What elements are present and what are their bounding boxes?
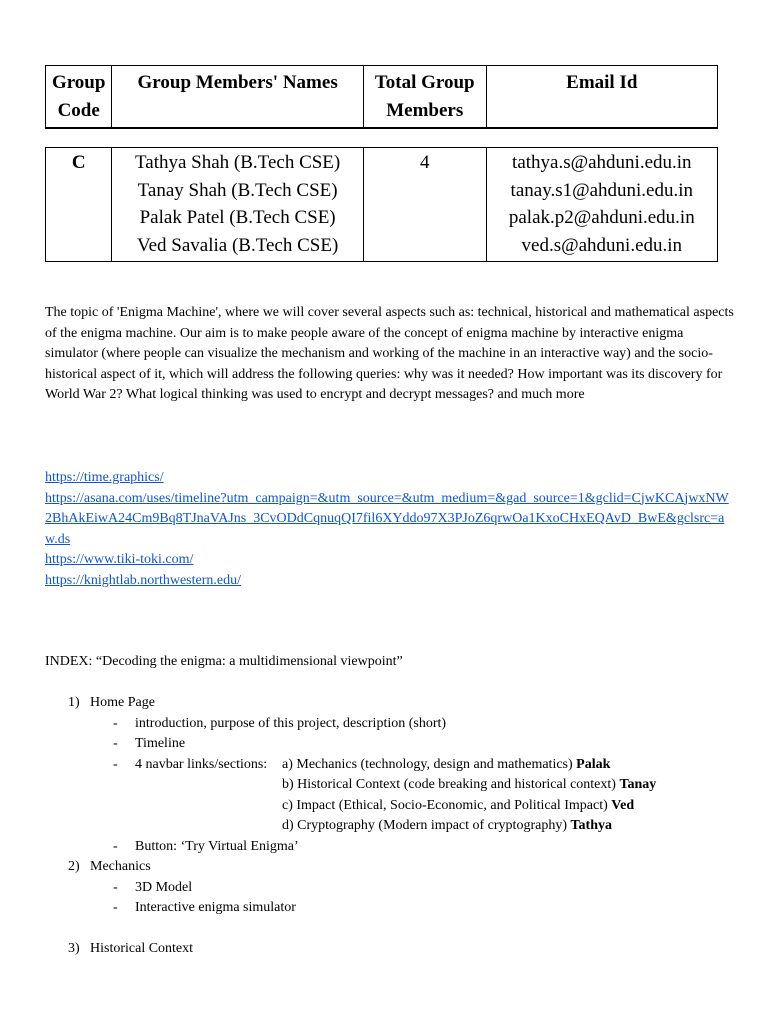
navbar-item-text: d) Cryptography (Modern impact of cryptography) — [282, 818, 571, 833]
navbar-item-owner: Ved — [611, 798, 635, 813]
navbar-item-owner: Palak — [576, 757, 611, 772]
member-name: Tathya Shah (B.Tech CSE) — [135, 152, 341, 173]
bullet-dash: - — [113, 757, 118, 772]
member-email: ved.s@ahduni.edu.in — [521, 234, 683, 256]
navbar-item-mechanics — [282, 755, 610, 776]
header-line: Code — [57, 100, 100, 121]
group-table-header — [45, 65, 718, 129]
header-group-code — [46, 66, 112, 129]
total-members-cell: 4 — [363, 148, 486, 262]
header-line: Total Group — [374, 72, 475, 93]
list-number: 3) — [68, 941, 80, 956]
group-code-cell: C — [46, 148, 112, 262]
link-tiki-toki[interactable]: https://www.tiki-toki.com/ — [45, 552, 194, 568]
link-asana-timeline[interactable]: https://asana.com/uses/timeline?utm_campaign=&utm_source=&utm_medium=&gad_source=1&gclid=CjwKCAjwxNW2BhAkEiwA24Cm9Bq8TJnaVAJns_3CvODdCqnuqQI7fil6XYddo97X3PJoZ6qrwOa1KxoCHxEQAvD_BwE&gclsrc=aw.ds — [45, 490, 729, 547]
header-total-members — [363, 66, 486, 129]
member-name: Tanay Shah (B.Tech CSE) — [137, 179, 338, 201]
bullet-dash: - — [113, 880, 118, 895]
bullet-simulator: Interactive enigma simulator — [135, 900, 296, 915]
header-member-names — [112, 66, 363, 129]
bullet-dash: - — [113, 716, 118, 731]
header-line: Group Members' Names — [137, 72, 338, 93]
header-email-id — [486, 66, 717, 129]
member-names-cell — [112, 148, 363, 262]
list-item-mechanics: Mechanics — [90, 859, 151, 874]
list-number: 1) — [68, 695, 80, 710]
member-email: tathya.s@ahduni.edu.in — [512, 152, 692, 173]
list-item-historical-context: Historical Context — [90, 941, 194, 956]
navbar-item-cryptography — [282, 816, 612, 837]
bullet-introduction: introduction, purpose of this project, description (short) — [135, 716, 447, 731]
bullet-3d-model: 3D Model — [135, 880, 193, 895]
emails-cell — [486, 148, 717, 262]
navbar-item-owner: Tanay — [619, 777, 657, 792]
navbar-item-owner: Tathya — [570, 818, 612, 833]
member-name: Palak Patel (B.Tech CSE) — [139, 207, 336, 228]
navbar-item-text: a) Mechanics (technology, design and mathematics) — [282, 757, 577, 772]
member-name: Ved Savalia (B.Tech CSE) — [136, 234, 339, 256]
bullet-dash: - — [113, 900, 118, 915]
member-email: palak.p2@ahduni.edu.in — [508, 207, 695, 228]
bullet-dash: - — [113, 736, 118, 751]
header-line: Email Id — [566, 72, 638, 93]
list-number: 2) — [68, 859, 80, 874]
list-item-home-page: Home Page — [90, 695, 155, 710]
member-email: tanay.s1@ahduni.edu.in — [510, 179, 694, 201]
header-line: Members — [386, 100, 464, 121]
link-time-graphics[interactable]: https://time.graphics/ — [45, 470, 164, 485]
bullet-dash: - — [113, 839, 118, 854]
topic-description: The topic of 'Enigma Machine', where we will cover several aspects such as: technical, historical and mathematical aspects of the enigma machine. Our aim is to make people aware of the concept of enigma machine by interactive enigma simulator (where people can visualize the mechanism and working of the machine in an interactive way) and the socio-historical aspect of it, which will address the following queries: why was it needed? How important was its discovery for World War 2? What logical thinking was used to encrypt and decrypt messages? and much more — [45, 305, 734, 403]
navbar-item-historical-context — [282, 775, 656, 796]
group-table-row — [45, 147, 718, 262]
header-line: Group — [51, 72, 106, 93]
navbar-item-text: c) Impact (Ethical, Socio-Economic, and Political Impact) — [282, 798, 612, 813]
navbar-item-impact — [282, 796, 634, 817]
link-knightlab[interactable]: https://knightlab.northwestern.edu/ — [45, 572, 241, 588]
navbar-item-text: b) Historical Context (code breaking and historical context) — [282, 777, 620, 792]
bullet-navbar-prefix: 4 navbar links/sections: — [135, 757, 268, 772]
bullet-button: Button: ‘Try Virtual Enigma’ — [135, 839, 299, 854]
index-title: INDEX: “Decoding the enigma: a multidimensional viewpoint” — [45, 654, 403, 669]
bullet-timeline: Timeline — [135, 736, 186, 751]
reference-links — [45, 468, 735, 592]
